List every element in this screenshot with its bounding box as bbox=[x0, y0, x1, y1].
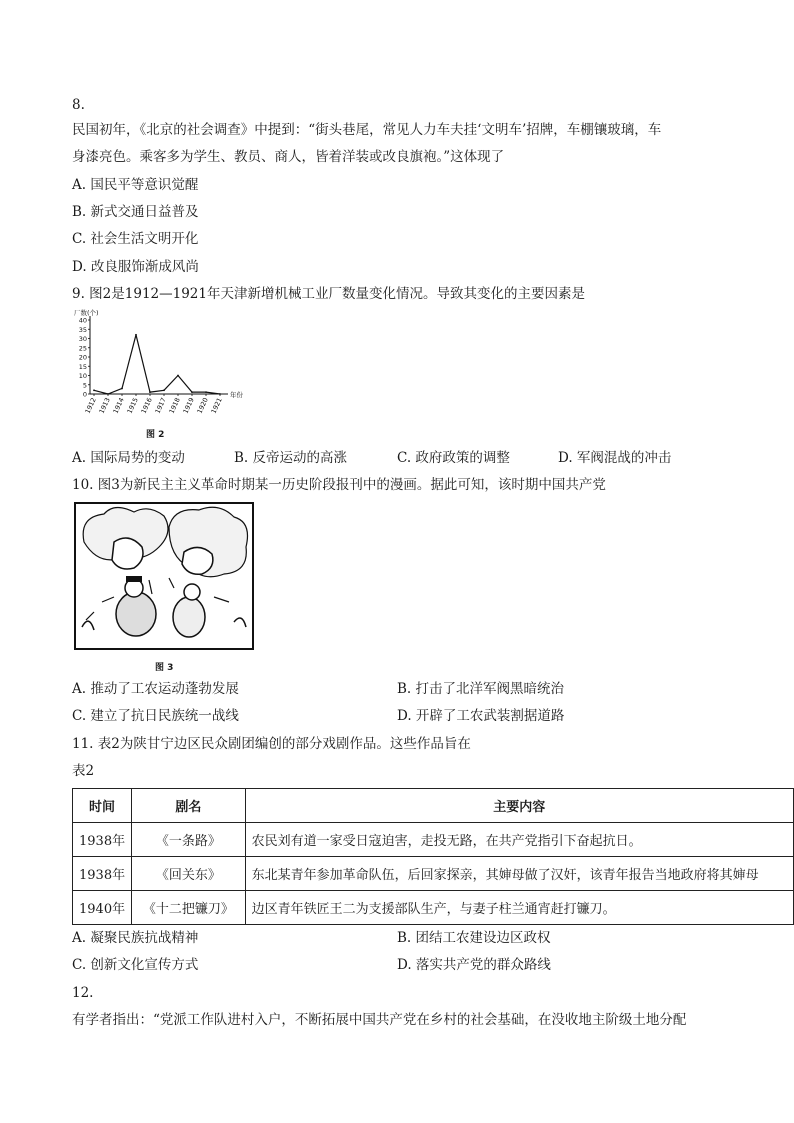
table-header-content: 主要内容 bbox=[245, 789, 793, 823]
data-point bbox=[205, 391, 207, 393]
data-point bbox=[149, 391, 151, 393]
q9-option-b: B. 反帝运动的高涨 bbox=[234, 450, 348, 466]
x-axis-label: 年份 bbox=[230, 391, 243, 399]
y-tick-label: 25 bbox=[78, 344, 87, 353]
q8-option-b: B. 新式交通日益普及 bbox=[72, 204, 199, 220]
y-tick-label: 20 bbox=[78, 353, 87, 362]
q9-option-d: D. 军阀混战的冲击 bbox=[558, 450, 672, 466]
table-cell: 《一条路》 bbox=[132, 823, 245, 857]
data-point bbox=[135, 334, 137, 336]
q8-stem-line1: 民国初年，《北京的社会调查》中提到：“街头巷尾，常见人力车夫挂‘文明车’招牌，车棚镶玻璃，车 bbox=[72, 122, 662, 138]
figure-2-caption: 图 2 bbox=[146, 430, 165, 440]
data-point bbox=[219, 393, 221, 395]
y-tick-label: 35 bbox=[78, 325, 87, 334]
data-point bbox=[121, 388, 123, 390]
data-point bbox=[191, 391, 193, 393]
data-point bbox=[177, 375, 179, 377]
y-tick-label: 10 bbox=[78, 372, 87, 380]
y-axis-label: 厂数(个) bbox=[74, 309, 99, 317]
table-header-time: 时间 bbox=[73, 789, 132, 823]
q8-stem-line2: 身漆亮色。乘客多为学生、教员、商人，皆着洋装或改良旗袍。”这体现了 bbox=[72, 149, 505, 165]
q11-stem: 11. 表2为陕甘宁边区民众剧团编创的部分戏剧作品。这些作品旨在 bbox=[72, 736, 471, 752]
q10-option-a: A. 推动了工农运动蓬勃发展 bbox=[72, 681, 239, 697]
q8-option-d: D. 改良服饰渐成风尚 bbox=[72, 259, 199, 275]
q10-stem: 10. 图3为新民主主义革命时期某一历史阶段报刊中的漫画。据此可知，该时期中国共产党 bbox=[72, 477, 606, 493]
y-tick-label: 15 bbox=[78, 362, 87, 371]
y-tick-label: 0 bbox=[82, 390, 87, 399]
y-tick-label: 30 bbox=[78, 335, 87, 343]
x-tick-label: 1921 bbox=[209, 396, 224, 415]
table-header-title: 剧名 bbox=[132, 789, 245, 823]
table-row bbox=[73, 857, 794, 891]
q11-option-a: A. 凝聚民族抗战精神 bbox=[72, 930, 199, 946]
table-header-row bbox=[73, 789, 794, 823]
q11-option-c: C. 创新文化宣传方式 bbox=[72, 957, 199, 973]
table-2 bbox=[72, 788, 794, 925]
figure-2-line-chart bbox=[72, 308, 252, 420]
y-tick-label: 40 bbox=[78, 316, 87, 325]
data-series-line bbox=[94, 335, 220, 394]
q11-option-b: B. 团结工农建设边区政权 bbox=[397, 930, 551, 946]
table-cell: 1938年 bbox=[73, 857, 132, 891]
q9-option-c: C. 政府政策的调整 bbox=[397, 450, 510, 466]
x-tick-label: 1918 bbox=[167, 396, 182, 415]
q12-number: 12. bbox=[72, 985, 94, 1001]
data-point bbox=[107, 393, 109, 395]
table-cell: 1940年 bbox=[73, 891, 132, 925]
q11-option-d: D. 落实共产党的群众路线 bbox=[397, 957, 551, 973]
x-tick-label: 1920 bbox=[195, 396, 210, 415]
x-tick-label: 1912 bbox=[83, 396, 98, 415]
x-tick-label: 1915 bbox=[125, 396, 140, 415]
table-2-label: 表2 bbox=[72, 763, 95, 779]
q8-number: 8. bbox=[72, 97, 85, 113]
x-tick-label: 1917 bbox=[153, 396, 168, 415]
table-row bbox=[73, 891, 794, 925]
q9-option-a: A. 国际局势的变动 bbox=[72, 450, 185, 466]
table-row bbox=[73, 823, 794, 857]
figure-3-cartoon bbox=[74, 502, 254, 650]
x-tick-label: 1916 bbox=[139, 396, 154, 415]
q10-option-b: B. 打击了北洋军阀黑暗统治 bbox=[397, 681, 565, 697]
table-cell: 《十二把镰刀》 bbox=[132, 891, 245, 925]
data-point bbox=[163, 389, 165, 391]
figure-3-caption: 图 3 bbox=[155, 663, 174, 673]
x-tick-label: 1919 bbox=[181, 396, 196, 415]
q10-option-d: D. 开辟了工农武装割据道路 bbox=[397, 708, 565, 724]
table-cell: 农民刘有道一家受日寇迫害，走投无路，在共产党指引下奋起抗日。 bbox=[245, 823, 793, 857]
x-tick-label: 1914 bbox=[111, 396, 126, 415]
table-cell: 1938年 bbox=[73, 823, 132, 857]
table-cell: 边区青年铁匠王二为支援部队生产，与妻子柱兰通宵赶打镰刀。 bbox=[245, 891, 793, 925]
x-tick-label: 1913 bbox=[97, 396, 112, 415]
table-cell: 《回关东》 bbox=[132, 857, 245, 891]
table-cell: 东北某青年参加革命队伍，后回家探亲，其婶母做了汉奸，该青年报告当地政府将其婶母 bbox=[245, 857, 793, 891]
q9-stem: 9. 图2是1912—1921年天津新增机械工业厂数量变化情况。导致其变化的主要因素是 bbox=[72, 286, 585, 302]
data-point bbox=[93, 389, 95, 391]
q12-stem-line1: 有学者指出：“党派工作队进村入户，不断拓展中国共产党在乡村的社会基础，在没收地主阶级土地分配 bbox=[72, 1012, 687, 1028]
q10-option-c: C. 建立了抗日民族统一战线 bbox=[72, 708, 239, 724]
y-tick-label: 5 bbox=[82, 381, 87, 390]
q8-option-a: A. 国民平等意识觉醒 bbox=[72, 177, 199, 193]
q8-option-c: C. 社会生活文明开化 bbox=[72, 231, 199, 247]
